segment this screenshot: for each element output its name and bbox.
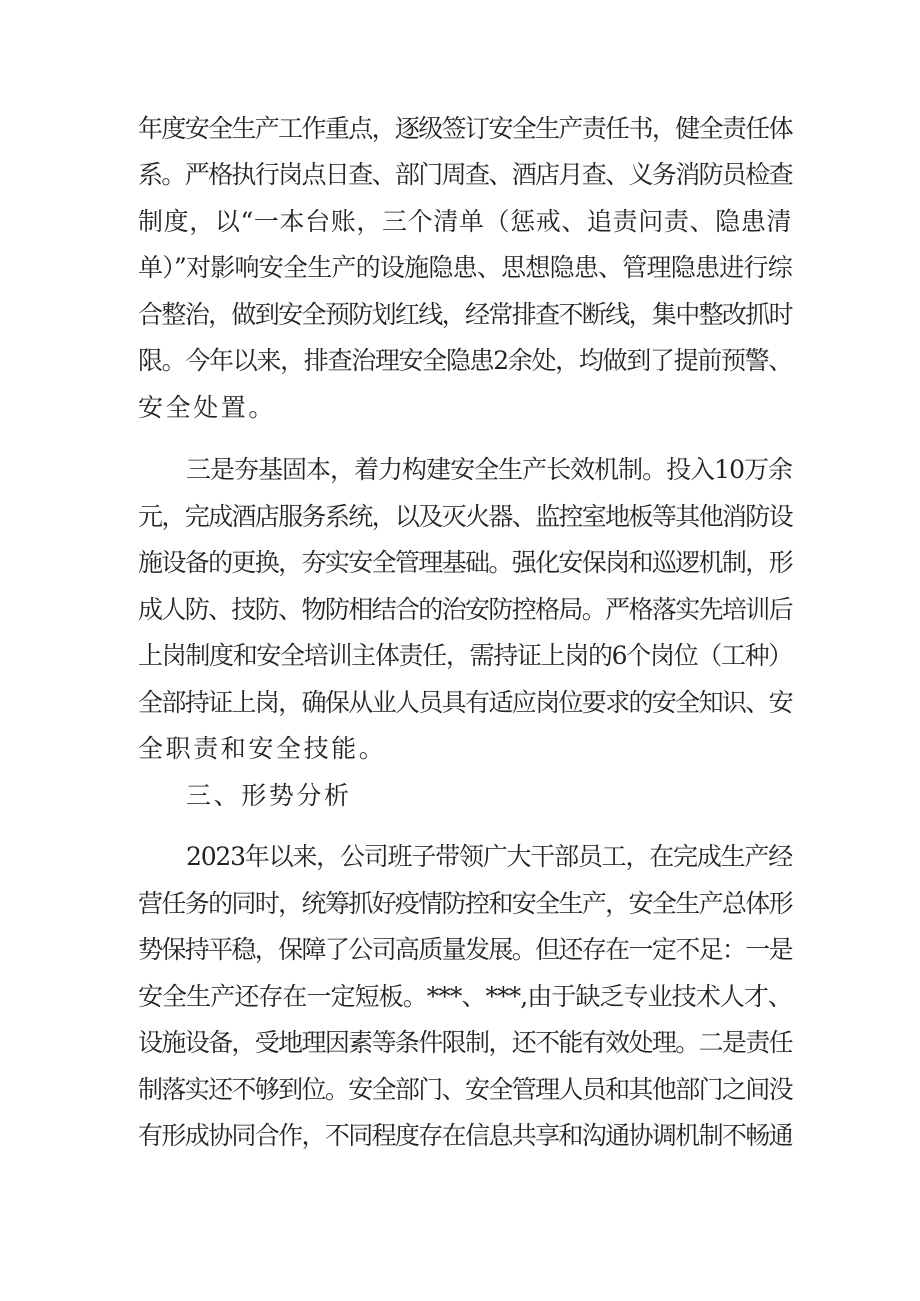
paragraph-line: 势保持平稳，保障了公司高质量发展。但还存在一定不足：一是 <box>138 935 792 964</box>
paragraph-line: 年度安全生产工作重点，逐级签订安全生产责任书，健全责任体 <box>138 114 792 143</box>
paragraph-line: 2023年以来，公司班子带领广大干部员工，在完成生产经 <box>186 842 792 871</box>
paragraph-line: 制度，以“一本台账，三个清单（惩戒、追责问责、隐患清 <box>138 207 792 236</box>
paragraph-line: 安全生产还存在一定短板。***、***,由于缺乏专业技术人才、 <box>138 982 792 1011</box>
paragraph-line: 施设备的更换，夯实安全管理基础。强化安保岗和巡逻机制，形 <box>138 548 792 577</box>
paragraph-line: 安全处置。 <box>138 393 277 422</box>
paragraph-line: 系。严格执行岗点日查、部门周查、酒店月查、义务消防员检查 <box>138 160 792 189</box>
paragraph-line: 三是夯基固本，着力构建安全生产长效机制。投入10万余 <box>186 455 792 484</box>
paragraph-line: 营任务的同时，统筹抓好疫情防控和安全生产，安全生产总体形 <box>138 889 792 918</box>
paragraph-line: 设施设备，受地理因素等条件限制，还不能有效处理。二是责任 <box>138 1028 792 1057</box>
paragraph-line: 上岗制度和安全培训主体责任，需持证上岗的6个岗位（工种） <box>138 641 792 670</box>
paragraph-line: 单）”对影响安全生产的设施隐患、思想隐患、管理隐患进行综 <box>138 253 792 282</box>
paragraph-line: 限。今年以来，排查治理安全隐患2余处，均做到了提前预警、 <box>138 346 792 375</box>
paragraph-line: 全职责和安全技能。 <box>138 734 387 763</box>
paragraph-line: 合整治，做到安全预防划红线，经常排查不断线，集中整改抓时 <box>138 300 792 329</box>
paragraph-line: 元，完成酒店服务系统，以及灭火器、监控室地板等其他消防设 <box>138 502 792 531</box>
paragraph-line: 有形成协同合作，不同程度存在信息共享和沟通协调机制不畅通 <box>138 1121 792 1150</box>
paragraph-line: 制落实还不够到位。安全部门、安全管理人员和其他部门之间没 <box>138 1075 792 1104</box>
paragraph-line: 全部持证上岗，确保从业人员具有适应岗位要求的安全知识、安 <box>138 688 792 717</box>
paragraph-line: 成人防、技防、物防相结合的治安防控格局。严格落实先培训后 <box>138 595 792 624</box>
section-heading: 三、形势分析 <box>186 781 352 810</box>
